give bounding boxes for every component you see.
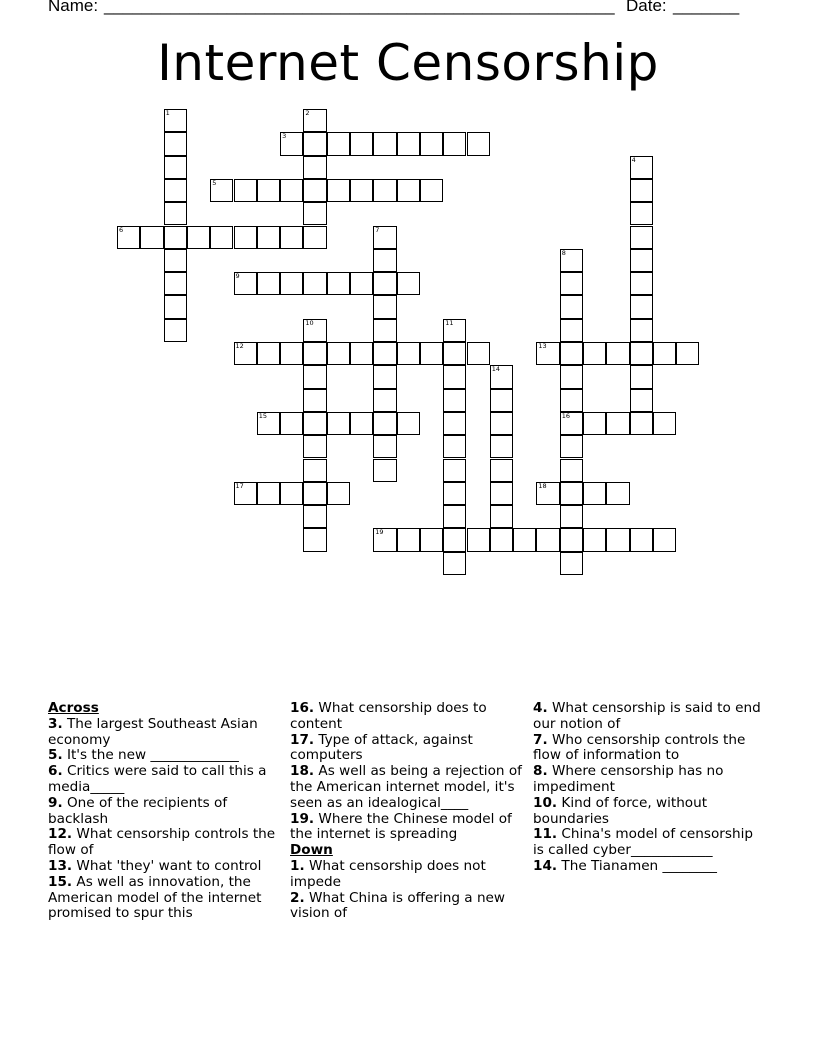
grid-cell[interactable] <box>467 132 490 155</box>
grid-cell[interactable] <box>443 459 466 482</box>
clue-number-label: 14. <box>533 857 558 874</box>
grid-cell[interactable] <box>630 249 653 272</box>
clue-text: Type of attack, against computers <box>290 731 473 764</box>
grid-cell[interactable] <box>583 342 606 365</box>
grid-cell[interactable] <box>303 156 326 179</box>
grid-cell[interactable] <box>350 342 373 365</box>
clue-number: 9 <box>235 272 240 281</box>
clue-item <box>290 733 525 765</box>
grid-cell[interactable] <box>234 342 257 365</box>
grid-cell[interactable] <box>373 435 396 458</box>
grid-cell[interactable] <box>676 342 699 365</box>
clue-column-1 <box>48 701 283 922</box>
clue-text: The largest Southeast Asian economy <box>48 715 258 748</box>
date-label: Date: <box>626 0 667 15</box>
clue-number: 3 <box>282 132 287 141</box>
grid-cell[interactable] <box>560 528 583 551</box>
grid-cell[interactable] <box>164 156 187 179</box>
grid-cell[interactable] <box>234 226 257 249</box>
grid-cell[interactable] <box>234 272 257 295</box>
grid-cell[interactable] <box>630 295 653 318</box>
clue-number-label: 9. <box>48 794 63 811</box>
clue-number-label: 18. <box>290 763 315 780</box>
grid-cell[interactable] <box>560 552 583 575</box>
clue-text: What 'they' want to control <box>72 857 262 874</box>
grid-cell[interactable] <box>234 482 257 505</box>
grid-cell[interactable] <box>397 132 420 155</box>
grid-cell[interactable] <box>560 435 583 458</box>
grid-cell[interactable] <box>630 528 653 551</box>
grid-cell[interactable] <box>443 435 466 458</box>
grid-cell[interactable] <box>606 482 629 505</box>
grid-cell[interactable] <box>303 435 326 458</box>
grid-cell[interactable] <box>327 342 350 365</box>
grid-cell[interactable] <box>327 132 350 155</box>
clue-number-label: 4. <box>533 700 548 716</box>
grid-cell[interactable] <box>536 342 559 365</box>
grid-cell[interactable] <box>443 342 466 365</box>
clue-text: As well as innovation, the American model of the internet promised to spur this <box>48 873 262 922</box>
clue-number: 4 <box>631 155 636 164</box>
clue-number-label: 7. <box>533 731 548 748</box>
grid-cell[interactable] <box>583 528 606 551</box>
grid-cell[interactable] <box>350 412 373 435</box>
grid-cell[interactable] <box>630 179 653 202</box>
grid-cell[interactable] <box>257 342 280 365</box>
grid-cell[interactable] <box>420 528 443 551</box>
clue-number-label: 5. <box>48 747 63 764</box>
clue-item <box>290 701 525 733</box>
grid-cell[interactable] <box>303 365 326 388</box>
grid-cell[interactable] <box>164 179 187 202</box>
grid-cell[interactable] <box>257 179 280 202</box>
grid-cell[interactable] <box>560 365 583 388</box>
clue-number-label: 15. <box>48 873 73 890</box>
grid-cell[interactable] <box>653 412 676 435</box>
clue-number: 10 <box>305 318 314 327</box>
clue-item <box>533 701 768 733</box>
grid-cell[interactable] <box>164 272 187 295</box>
grid-cell[interactable] <box>490 412 513 435</box>
grid-cell[interactable] <box>164 249 187 272</box>
grid-cell[interactable] <box>630 202 653 225</box>
grid-cell[interactable] <box>397 412 420 435</box>
grid-cell[interactable] <box>606 342 629 365</box>
grid-cell[interactable] <box>606 412 629 435</box>
grid-cell[interactable] <box>443 132 466 155</box>
grid-cell[interactable] <box>280 132 303 155</box>
name-field[interactable]: ______________________________________________________ <box>104 0 615 15</box>
clue-number-label: 8. <box>533 763 548 780</box>
clue-column-3 <box>533 701 768 875</box>
grid-cell[interactable] <box>350 132 373 155</box>
grid-cell[interactable] <box>303 342 326 365</box>
grid-cell[interactable] <box>583 412 606 435</box>
clue-item <box>48 717 283 749</box>
clue-text: What China is offering a new vision of <box>290 889 506 922</box>
grid-cell[interactable] <box>303 459 326 482</box>
grid-cell[interactable] <box>490 389 513 412</box>
grid-cell[interactable] <box>373 272 396 295</box>
clue-item <box>533 827 768 859</box>
grid-cell[interactable] <box>210 179 233 202</box>
clue-item <box>48 764 283 796</box>
grid-cell[interactable] <box>303 272 326 295</box>
grid-cell[interactable] <box>350 272 373 295</box>
clue-text: Kind of force, without boundaries <box>533 794 708 827</box>
grid-cell[interactable] <box>420 179 443 202</box>
grid-cell[interactable] <box>443 389 466 412</box>
clue-number: 7 <box>375 225 380 234</box>
clue-number: 14 <box>491 365 501 374</box>
grid-cell[interactable] <box>560 482 583 505</box>
clue-item <box>290 812 525 844</box>
grid-cell[interactable] <box>513 528 536 551</box>
grid-cell[interactable] <box>443 482 466 505</box>
clue-number: 19 <box>375 528 384 537</box>
clue-item <box>48 748 283 764</box>
clue-text: What censorship controls the flow of <box>48 826 276 859</box>
clue-text: The Tianamen ________ <box>557 857 717 874</box>
clue-item <box>533 796 768 828</box>
grid-cell[interactable] <box>490 482 513 505</box>
grid-cell[interactable] <box>420 342 443 365</box>
grid-cell[interactable] <box>164 132 187 155</box>
clue-item <box>290 859 525 891</box>
grid-cell[interactable] <box>560 249 583 272</box>
clue-number-label: 13. <box>48 857 73 874</box>
clue-number-label: 3. <box>48 715 63 732</box>
clue-number-label: 1. <box>290 857 305 874</box>
grid-cell[interactable] <box>164 319 187 342</box>
name-label: Name: <box>48 0 99 15</box>
grid-cell[interactable] <box>560 389 583 412</box>
clue-number: 2 <box>305 109 310 117</box>
grid-cell[interactable] <box>257 482 280 505</box>
down-heading: Down <box>290 842 333 859</box>
grid-cell[interactable] <box>280 272 303 295</box>
grid-cell[interactable] <box>373 412 396 435</box>
grid-cell[interactable] <box>187 226 210 249</box>
clue-text: One of the recipients of backlash <box>48 794 228 827</box>
clue-number: 8 <box>561 248 566 257</box>
grid-cell[interactable] <box>303 226 326 249</box>
grid-cell[interactable] <box>443 528 466 551</box>
grid-cell[interactable] <box>373 389 396 412</box>
grid-cell[interactable] <box>280 226 303 249</box>
clue-text: Where censorship has no impediment <box>533 763 724 795</box>
grid-cell[interactable] <box>653 528 676 551</box>
grid-cell[interactable] <box>327 272 350 295</box>
grid-cell[interactable] <box>536 482 559 505</box>
grid-cell[interactable] <box>630 226 653 249</box>
grid-cell[interactable] <box>164 109 187 132</box>
clue-number-label: 11. <box>533 826 558 843</box>
clue-number: 13 <box>538 342 547 350</box>
grid-cell[interactable] <box>630 389 653 412</box>
grid-cell[interactable] <box>397 528 420 551</box>
grid-cell[interactable] <box>630 319 653 342</box>
clue-number: 18 <box>538 481 547 490</box>
grid-cell[interactable] <box>490 365 513 388</box>
grid-cell[interactable] <box>560 412 583 435</box>
clue-number: 11 <box>445 318 454 327</box>
clue-item <box>48 796 283 828</box>
grid-cell[interactable] <box>467 528 490 551</box>
clue-item <box>533 859 768 875</box>
grid-cell[interactable] <box>234 179 257 202</box>
clue-number-label: 16. <box>290 700 315 716</box>
clue-number-label: 12. <box>48 826 73 843</box>
grid-cell[interactable] <box>373 226 396 249</box>
clue-text: What censorship is said to end our notion of <box>533 700 761 732</box>
grid-cell[interactable] <box>327 412 350 435</box>
grid-cell[interactable] <box>443 319 466 342</box>
grid-cell[interactable] <box>350 179 373 202</box>
grid-cell[interactable] <box>397 342 420 365</box>
clue-number: 6 <box>119 225 124 234</box>
clue-number: 1 <box>165 109 170 117</box>
grid-cell[interactable] <box>303 505 326 528</box>
grid-cell[interactable] <box>303 202 326 225</box>
clue-text: As well as being a rejection of the American internet model, it's seen as an idealogical____ <box>290 763 522 811</box>
grid-cell[interactable] <box>303 412 326 435</box>
grid-cell[interactable] <box>210 226 233 249</box>
clue-number-label: 10. <box>533 794 558 811</box>
grid-cell[interactable] <box>164 202 187 225</box>
grid-cell[interactable] <box>490 505 513 528</box>
clue-text: What censorship does to content <box>290 700 487 732</box>
grid-cell[interactable] <box>303 389 326 412</box>
across-heading: Across <box>48 700 99 716</box>
grid-cell[interactable] <box>560 459 583 482</box>
grid-cell[interactable] <box>280 342 303 365</box>
grid-cell[interactable] <box>397 272 420 295</box>
grid-cell[interactable] <box>303 528 326 551</box>
grid-cell[interactable] <box>303 109 326 132</box>
grid-cell[interactable] <box>490 435 513 458</box>
grid-cell[interactable] <box>257 412 280 435</box>
clue-text: What censorship does not impede <box>290 857 486 890</box>
grid-cell[interactable] <box>303 319 326 342</box>
grid-cell[interactable] <box>397 179 420 202</box>
grid-cell[interactable] <box>373 132 396 155</box>
grid-cell[interactable] <box>280 179 303 202</box>
clue-item <box>48 827 283 859</box>
grid-cell[interactable] <box>490 459 513 482</box>
grid-cell[interactable] <box>373 528 396 551</box>
grid-cell[interactable] <box>373 459 396 482</box>
clue-number: 16 <box>561 411 570 420</box>
grid-cell[interactable] <box>303 482 326 505</box>
grid-cell[interactable] <box>443 412 466 435</box>
page-title: Internet Censorship <box>157 34 659 92</box>
clue-number: 12 <box>235 342 244 350</box>
grid-cell[interactable] <box>257 226 280 249</box>
grid-cell[interactable] <box>373 295 396 318</box>
grid-cell[interactable] <box>117 226 140 249</box>
grid-cell[interactable] <box>467 342 490 365</box>
clue-number-label: 19. <box>290 810 315 827</box>
grid-cell[interactable] <box>606 528 629 551</box>
grid-cell[interactable] <box>373 179 396 202</box>
grid-cell[interactable] <box>560 505 583 528</box>
grid-cell[interactable] <box>164 295 187 318</box>
clue-text: China's model of censorship is called cyber____________ <box>533 826 754 859</box>
clue-number: 15 <box>258 411 268 420</box>
clue-text: It's the new _____________ <box>62 747 239 764</box>
grid-cell[interactable] <box>280 412 303 435</box>
grid-cell[interactable] <box>443 365 466 388</box>
grid-cell[interactable] <box>443 552 466 575</box>
clue-item <box>48 859 283 875</box>
grid-cell[interactable] <box>140 226 163 249</box>
grid-cell[interactable] <box>490 528 513 551</box>
grid-cell[interactable] <box>536 528 559 551</box>
clue-text: Critics were said to call this a media_____ <box>48 763 267 795</box>
clue-column-2 <box>290 701 525 922</box>
clue-item <box>533 764 768 796</box>
clue-text: Who censorship controls the flow of information to <box>533 731 746 764</box>
grid-cell[interactable] <box>443 505 466 528</box>
grid-cell[interactable] <box>373 342 396 365</box>
clue-number-label: 6. <box>48 763 63 780</box>
grid-cell[interactable] <box>373 319 396 342</box>
clue-text: Where the Chinese model of the internet is spreading <box>290 810 512 843</box>
grid-cell[interactable] <box>420 132 443 155</box>
grid-cell[interactable] <box>630 272 653 295</box>
grid-cell[interactable] <box>630 412 653 435</box>
grid-cell[interactable] <box>583 482 606 505</box>
clue-item <box>290 891 525 923</box>
grid-cell[interactable] <box>630 365 653 388</box>
clue-number: 17 <box>235 481 244 490</box>
grid-cell[interactable] <box>630 156 653 179</box>
clue-item <box>48 875 283 922</box>
clue-number-label: 2. <box>290 889 305 906</box>
grid-cell[interactable] <box>560 342 583 365</box>
grid-cell[interactable] <box>630 342 653 365</box>
date-field[interactable]: _______ <box>673 0 740 15</box>
grid-cell[interactable] <box>373 249 396 272</box>
grid-cell[interactable] <box>303 179 326 202</box>
grid-cell[interactable] <box>373 365 396 388</box>
grid-cell[interactable] <box>303 132 326 155</box>
clue-number-label: 17. <box>290 731 315 748</box>
grid-cell[interactable] <box>560 319 583 342</box>
grid-cell[interactable] <box>164 226 187 249</box>
clue-number: 5 <box>212 178 217 187</box>
grid-cell[interactable] <box>327 179 350 202</box>
clue-item <box>290 764 525 811</box>
clue-item <box>533 733 768 765</box>
grid-cell[interactable] <box>257 272 280 295</box>
grid-cell[interactable] <box>280 482 303 505</box>
grid-cell[interactable] <box>653 342 676 365</box>
grid-cell[interactable] <box>327 482 350 505</box>
grid-cell[interactable] <box>560 295 583 318</box>
grid-cell[interactable] <box>560 272 583 295</box>
